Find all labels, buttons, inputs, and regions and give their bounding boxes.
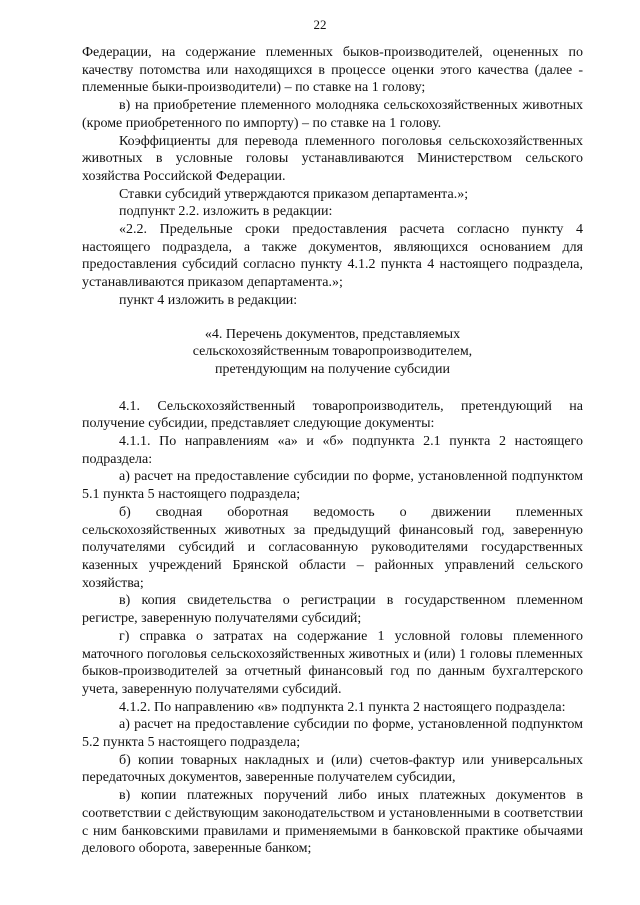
paragraph: пункт 4 изложить в редакции: xyxy=(119,292,298,308)
spacer xyxy=(82,310,583,326)
paragraph: Ставки субсидий утверждаются приказом департамента.»; xyxy=(119,186,469,202)
document-body xyxy=(82,44,583,858)
paragraph: в) на приобретение племенного молодняка сельскохозяйственных животных (кроме приобретенного по импорту) – по ставке на 1 голову. xyxy=(82,98,583,131)
paragraph: а) расчет на предоставление субсидии по форме, установленной подпунктом 5.1 пункта 5 настоящего подраздела; xyxy=(82,469,583,503)
section-heading-line: «4. Перечень документов, представляемых xyxy=(204,326,461,342)
paragraph: б) копии товарных накладных и (или) счетов-фактур или универсальных передаточных документов, заверенные получателем субсидии, xyxy=(82,752,583,786)
paragraph: «2.2. Предельные сроки предоставления расчета согласно пункту 4 настоящего подраздела, а также документов, являющихся основанием для предоставления субсидий согласно пункту 4.1.2 пункта 4 настоящего подраздела, устанавливаются приказом департамента.»; xyxy=(82,222,583,291)
paragraph: в) копия свидетельства о регистрации в государственном племенном регистре, заверенную получателями субсидий; xyxy=(82,593,583,627)
paragraph: Федерации, на содержание племенных быков-производителей, оцененных по качеству потомства или находящихся в процессе оценки этого качества (далее - племенные быки-производители) – по ставке на 1 голову; xyxy=(82,45,583,96)
section-heading-line: сельскохозяйственным товаропроизводителем, xyxy=(192,344,473,360)
paragraph: 4.1. Сельскохозяйственный товаропроизводитель, претендующий на получение субсидии, представляет следующие документы: xyxy=(82,398,583,432)
paragraph: подпункт 2.2. изложить в редакции: xyxy=(119,204,333,220)
paragraph: Коэффициенты для перевода племенного поголовья сельскохозяйственных животных в условные головы устанавливаются Министерством сельского хозяйства Российской Федерации. xyxy=(82,133,583,184)
page-number: 22 xyxy=(313,17,327,32)
spacer xyxy=(82,379,583,398)
paragraph: в) копии платежных поручений либо иных платежных документов в соответствии с действующим законодательством и установленными в соответствии с ним банковскими правилами и применяемыми в банковской практике обычаями делового оборота, заверенные банком; xyxy=(82,788,583,857)
paragraph: 4.1.2. По направлению «в» подпункта 2.1 пункта 2 настоящего подраздела: xyxy=(119,699,566,715)
section-heading-line: претендующим на получение субсидии xyxy=(215,361,450,377)
paragraph: г) справка о затратах на содержание 1 условной головы племенного маточного поголовья сельскохозяйственных животных и (или) 1 головы племенных быков-производителей за отчетный финансовый год по данным бухгалтерского учета, заверенную получателями субсидий. xyxy=(82,628,583,697)
paragraph: б) сводная оборотная ведомость о движении племенных сельскохозяйственных животных за предыдущий финансовый год, заверенную получателями субсидий и согласованную руководителями государственных казенных учреждений Брянской области – районных управлений сельского хозяйства; xyxy=(82,504,583,591)
paragraph: 4.1.1. По направлениям «а» и «б» подпункта 2.1 пункта 2 настоящего подраздела: xyxy=(82,434,583,467)
paragraph: а) расчет на предоставление субсидии по форме, установленной подпунктом 5.2 пункта 5 настоящего подраздела; xyxy=(82,717,583,751)
